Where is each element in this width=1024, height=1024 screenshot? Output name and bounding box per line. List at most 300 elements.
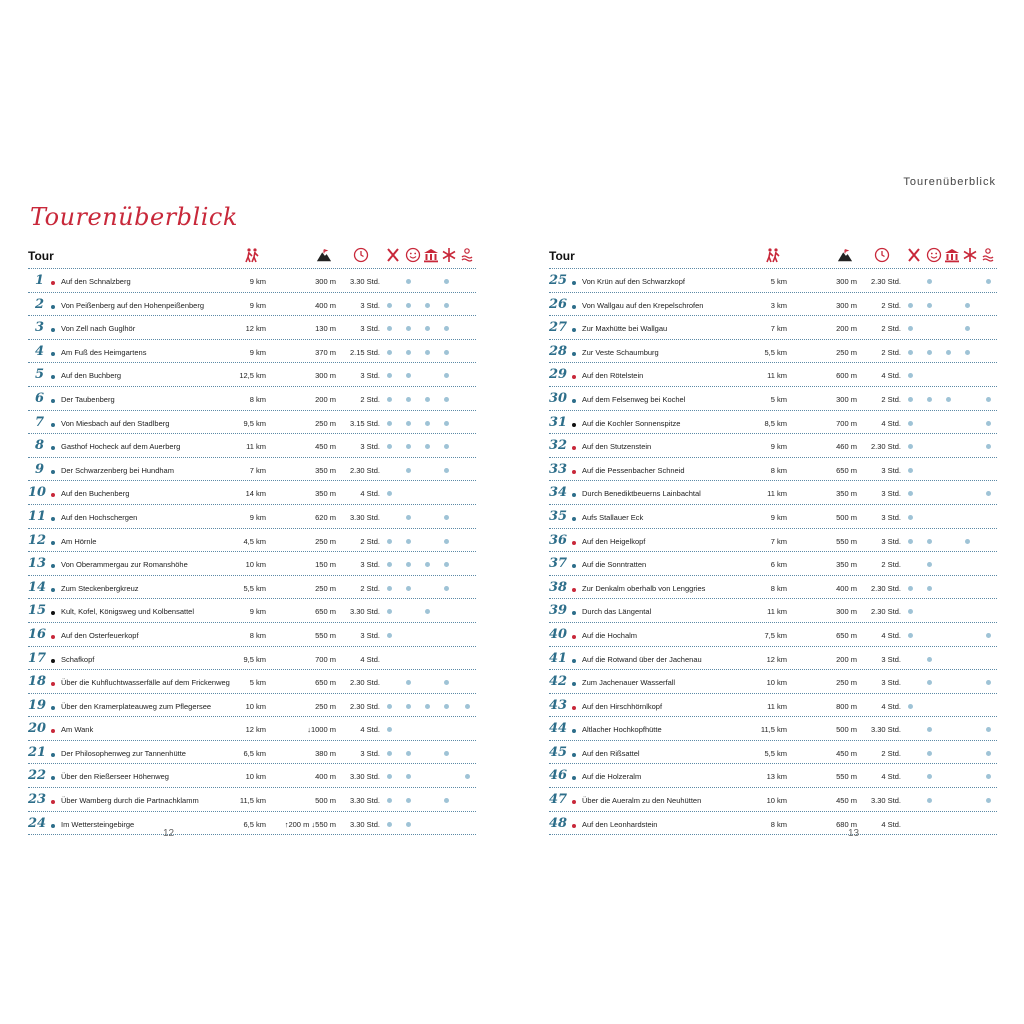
tour-name: Auf die Pessenbacher Schneid — [582, 465, 685, 475]
tour-distance: 9 km — [249, 277, 266, 286]
table-row — [549, 812, 997, 836]
feature-dot — [908, 373, 913, 378]
table-row — [28, 623, 476, 647]
table-row — [28, 411, 476, 435]
feature-dot — [406, 303, 411, 308]
table-row — [549, 505, 997, 529]
tour-name: Von Krün auf den Schwarzkopf — [582, 277, 685, 286]
tour-column-header: Tour — [28, 249, 54, 263]
feature-dot — [425, 421, 430, 426]
tour-elevation: 400 m — [836, 583, 857, 593]
table-row — [549, 576, 997, 600]
tour-distance: 6,5 km — [243, 819, 266, 829]
restaurant-icon — [906, 247, 922, 263]
tour-elevation: 130 m — [315, 324, 336, 334]
tour-duration: 2.30 Std. — [349, 701, 380, 711]
tour-distance: 9 km — [249, 300, 266, 310]
feature-dot — [908, 421, 913, 426]
mountain-icon — [316, 247, 332, 263]
feature-dot — [986, 421, 991, 426]
difficulty-marker — [51, 729, 55, 733]
table-row — [28, 717, 476, 741]
feature-dot — [965, 326, 970, 331]
tour-name: Auf die Holzeralm — [582, 772, 642, 782]
tour-number: 30 — [549, 390, 568, 406]
difficulty-marker — [572, 682, 576, 686]
table-row — [549, 694, 997, 718]
feature-dot — [444, 279, 449, 284]
feature-dot — [406, 279, 411, 284]
feature-dot — [387, 704, 392, 709]
tour-elevation: 300 m — [836, 394, 857, 404]
feature-dot — [406, 680, 411, 685]
tour-distance: 11,5 km — [760, 725, 787, 735]
tour-name: Von Wallgau auf den Krepelschrofen — [582, 300, 704, 310]
tour-number: 44 — [549, 721, 568, 737]
tour-name: Durch das Längental — [582, 607, 652, 617]
tour-number: 37 — [549, 556, 568, 572]
feature-dot — [444, 350, 449, 355]
tour-duration: 4 Std. — [881, 630, 901, 640]
tour-number: 22 — [28, 768, 47, 784]
swim-icon — [980, 247, 996, 263]
feature-dot — [387, 491, 392, 496]
tour-distance: 9 km — [249, 347, 266, 357]
feature-dot — [425, 350, 430, 355]
difficulty-marker — [51, 564, 55, 568]
table-row — [28, 670, 476, 694]
tour-name: Aufs Stallauer Eck — [582, 512, 644, 522]
feature-dot — [406, 515, 411, 520]
feature-dot — [406, 562, 411, 567]
tour-name: Am Wank — [61, 725, 94, 735]
feature-dot — [946, 350, 951, 355]
tour-duration: 4 Std. — [881, 701, 901, 711]
tour-distance: 12 km — [245, 725, 266, 735]
tour-duration: 2.15 Std. — [349, 347, 380, 357]
tour-name: Auf den Osterfeuerkopf — [61, 630, 139, 640]
tour-number: 11 — [28, 508, 47, 524]
tour-distance: 7 km — [770, 536, 787, 546]
feature-dot — [406, 586, 411, 591]
feature-dot — [908, 326, 913, 331]
tour-elevation: 200 m — [315, 394, 336, 404]
difficulty-marker — [51, 706, 55, 710]
feature-dot — [444, 303, 449, 308]
feature-dot — [908, 303, 913, 308]
feature-dot — [387, 751, 392, 756]
feature-dot — [387, 798, 392, 803]
table-row — [549, 293, 997, 317]
tour-elevation: 250 m — [836, 347, 857, 357]
feature-dot — [465, 704, 470, 709]
tour-number: 18 — [28, 674, 47, 690]
difficulty-marker — [572, 352, 576, 356]
feature-dot — [444, 680, 449, 685]
table-row — [28, 340, 476, 364]
tour-duration: 2 Std. — [881, 748, 901, 758]
feature-dot — [406, 822, 411, 827]
feature-dot — [444, 468, 449, 473]
tour-number: 3 — [34, 320, 44, 336]
difficulty-marker — [572, 753, 576, 757]
difficulty-marker — [51, 800, 55, 804]
tour-number: 40 — [549, 626, 568, 642]
feature-dot — [965, 303, 970, 308]
tour-duration: 3.30 Std. — [349, 819, 380, 829]
difficulty-marker — [51, 824, 55, 828]
feature-dot — [387, 373, 392, 378]
difficulty-marker — [572, 564, 576, 568]
tour-duration: 4 Std. — [881, 371, 901, 381]
tour-name: Über den Rießerseer Höhenweg — [61, 772, 169, 782]
feature-dot — [986, 680, 991, 685]
culture-icon — [423, 247, 439, 263]
difficulty-marker — [572, 517, 576, 521]
feature-dot — [444, 539, 449, 544]
table-row — [549, 316, 997, 340]
table-row — [549, 623, 997, 647]
tour-distance: 11,5 km — [239, 796, 266, 806]
feature-dot — [444, 373, 449, 378]
table-row — [28, 764, 476, 788]
tour-duration: 2.30 Std. — [349, 465, 380, 475]
tour-name: Zur Veste Schaumburg — [582, 347, 659, 357]
difficulty-marker — [572, 493, 576, 497]
swim-icon — [459, 247, 475, 263]
page-right — [549, 245, 997, 835]
tour-name: Von Zell nach Guglhör — [61, 324, 136, 334]
tour-number: 25 — [549, 273, 568, 288]
tour-duration: 3.30 Std. — [349, 772, 380, 782]
difficulty-marker — [51, 753, 55, 757]
table-row — [549, 387, 997, 411]
feature-dot — [927, 586, 932, 591]
tour-name: Von Oberammergau zur Romanshöhe — [61, 560, 188, 570]
feature-dot — [444, 798, 449, 803]
tour-duration: 4 Std. — [360, 725, 380, 735]
smiley-icon — [405, 247, 421, 263]
tour-column-header: Tour — [549, 249, 575, 263]
feature-dot — [908, 491, 913, 496]
tour-name: Kult, Kofel, Königsweg und Kolbensattel — [61, 607, 195, 617]
tour-number: 1 — [34, 273, 44, 288]
tour-duration: 3.30 Std. — [870, 796, 901, 806]
table-row — [549, 340, 997, 364]
feature-dot — [908, 633, 913, 638]
table-row — [28, 269, 476, 293]
feature-dot — [425, 303, 430, 308]
tour-duration: 3 Std. — [360, 630, 380, 640]
table-row — [28, 552, 476, 576]
tour-name: Durch Benediktbeuerns Lainbachtal — [582, 489, 701, 499]
tour-elevation: 350 m — [315, 465, 336, 475]
page-left — [28, 245, 476, 835]
tour-distance: 9,5 km — [243, 418, 266, 428]
tour-distance: 5,5 km — [243, 583, 266, 593]
feature-dot — [986, 798, 991, 803]
tour-duration: 2 Std. — [881, 324, 901, 334]
difficulty-marker — [51, 611, 55, 615]
difficulty-marker — [572, 470, 576, 474]
tour-number: 5 — [34, 367, 44, 383]
tour-distance: 10 km — [245, 701, 266, 711]
tour-elevation: 370 m — [315, 347, 336, 357]
tour-elevation: 250 m — [836, 678, 857, 688]
feature-dot — [986, 751, 991, 756]
difficulty-marker — [572, 446, 576, 450]
difficulty-marker — [572, 423, 576, 427]
tour-name: Auf die Sonntratten — [582, 560, 647, 570]
tour-number: 47 — [549, 792, 568, 808]
table-row — [28, 363, 476, 387]
difficulty-marker — [51, 305, 55, 309]
tour-name: Auf den Leonhardstein — [582, 819, 658, 829]
tour-duration: 2 Std. — [881, 347, 901, 357]
difficulty-marker — [51, 399, 55, 403]
tour-duration: 3 Std. — [360, 300, 380, 310]
table-row — [549, 458, 997, 482]
tour-name: Von Peißenberg auf den Hohenpeißenberg — [61, 300, 205, 310]
tour-number: 36 — [549, 532, 568, 548]
feature-dot — [927, 539, 932, 544]
difficulty-marker — [572, 776, 576, 780]
feature-dot — [908, 586, 913, 591]
feature-dot — [444, 562, 449, 567]
tour-elevation: 650 m — [315, 607, 336, 617]
difficulty-marker — [51, 352, 55, 356]
feature-dot — [406, 326, 411, 331]
tour-number: 45 — [549, 744, 568, 760]
tour-distance: 4,5 km — [243, 536, 266, 546]
tour-duration: 3 Std. — [881, 512, 901, 522]
difficulty-marker — [572, 588, 576, 592]
tour-number: 33 — [549, 461, 568, 477]
table-row — [28, 812, 476, 836]
mountain-icon — [837, 247, 853, 263]
tour-number: 23 — [28, 792, 47, 808]
feature-dot — [965, 539, 970, 544]
tour-elevation: 550 m — [836, 536, 857, 546]
feature-dot — [908, 515, 913, 520]
tour-name: Zum Jachenauer Wasserfall — [582, 678, 676, 688]
tour-number: 21 — [28, 744, 47, 760]
tour-distance: 8,5 km — [764, 418, 787, 428]
feature-dot — [387, 774, 392, 779]
smiley-icon — [926, 247, 942, 263]
tour-number: 7 — [34, 414, 44, 430]
tour-number: 38 — [549, 579, 568, 595]
difficulty-marker — [572, 659, 576, 663]
tour-duration: 2 Std. — [360, 583, 380, 593]
table-row — [549, 647, 997, 671]
feature-dot — [965, 350, 970, 355]
tour-elevation: 500 m — [836, 725, 857, 735]
tour-name: Altlacher Hochkopfhütte — [582, 725, 662, 735]
difficulty-marker — [572, 824, 576, 828]
difficulty-marker — [51, 470, 55, 474]
difficulty-marker — [51, 446, 55, 450]
tour-number: 19 — [28, 697, 47, 713]
tour-duration: 3.30 Std. — [349, 607, 380, 617]
hiking-icon — [244, 247, 260, 263]
tour-distance: 11 km — [246, 442, 266, 452]
tour-distance: 8 km — [770, 819, 787, 829]
tour-duration: 3.30 Std. — [349, 277, 380, 286]
page-number-right: 13 — [848, 828, 860, 839]
tour-name: Auf den Heigelkopf — [582, 536, 646, 546]
tour-duration: 3 Std. — [360, 324, 380, 334]
tour-elevation: 650 m — [315, 678, 336, 688]
tour-name: Auf den Buchberg — [61, 371, 122, 381]
feature-dot — [927, 279, 932, 284]
difficulty-marker — [51, 588, 55, 592]
tour-elevation: 620 m — [315, 512, 336, 522]
tour-elevation: 700 m — [315, 654, 336, 664]
tour-distance: 7,5 km — [764, 630, 787, 640]
feature-dot — [927, 727, 932, 732]
tour-name: Am Fuß des Heimgartens — [61, 347, 147, 357]
feature-dot — [406, 539, 411, 544]
tour-number: 29 — [549, 367, 568, 383]
tour-duration: 2 Std. — [360, 536, 380, 546]
tour-duration: 4 Std. — [360, 654, 380, 664]
difficulty-marker — [51, 517, 55, 521]
table-header — [28, 245, 476, 269]
difficulty-marker — [51, 635, 55, 639]
tour-duration: 3 Std. — [881, 678, 901, 688]
tour-duration: 3.30 Std. — [870, 725, 901, 735]
tour-name: Zum Steckenbergkreuz — [61, 583, 139, 593]
tour-distance: 10 km — [245, 772, 266, 782]
tour-duration: 2.30 Std. — [870, 277, 901, 286]
tour-number: 20 — [28, 721, 47, 737]
tour-number: 43 — [549, 697, 568, 713]
difficulty-marker — [572, 305, 576, 309]
feature-dot — [387, 609, 392, 614]
tour-elevation: 600 m — [836, 371, 857, 381]
table-row — [28, 599, 476, 623]
tour-distance: 14 km — [245, 489, 266, 499]
tour-name: Über den Kramerplateauweg zum Pflegersee — [61, 701, 212, 711]
tour-elevation: 650 m — [836, 630, 857, 640]
tour-name: Über Wamberg durch die Partnachklamm — [61, 796, 199, 806]
feature-dot — [387, 562, 392, 567]
tour-name: Zur Denkalm oberhalb von Lenggries — [582, 583, 706, 593]
tour-name: Auf die Kochler Sonnenspitze — [582, 418, 681, 428]
tour-distance: 5,5 km — [764, 347, 787, 357]
tour-number: 41 — [549, 650, 568, 666]
tour-elevation: 150 m — [315, 560, 336, 570]
tour-duration: 2 Std. — [360, 394, 380, 404]
winter-icon — [962, 247, 978, 263]
feature-dot — [425, 704, 430, 709]
difficulty-marker — [51, 375, 55, 379]
feature-dot — [387, 326, 392, 331]
feature-dot — [387, 303, 392, 308]
table-row — [549, 764, 997, 788]
feature-dot — [406, 468, 411, 473]
tour-distance: 8 km — [770, 465, 787, 475]
tour-elevation: 350 m — [836, 489, 857, 499]
tour-elevation: 300 m — [315, 371, 336, 381]
feature-dot — [927, 350, 932, 355]
feature-dot — [908, 539, 913, 544]
tour-elevation: 400 m — [315, 772, 336, 782]
tour-elevation: 500 m — [315, 796, 336, 806]
tour-elevation: ↑200 m ↓550 m — [284, 819, 336, 829]
tour-elevation: 550 m — [836, 772, 857, 782]
tour-duration: 2.30 Std. — [870, 607, 901, 617]
tour-duration: 3 Std. — [881, 536, 901, 546]
difficulty-marker — [572, 635, 576, 639]
tour-duration: 4 Std. — [881, 772, 901, 782]
table-row — [549, 363, 997, 387]
table-row — [549, 434, 997, 458]
tour-number: 8 — [34, 438, 44, 454]
feature-dot — [927, 562, 932, 567]
tour-number: 27 — [549, 320, 568, 336]
tour-distance: 10 km — [766, 796, 787, 806]
tour-elevation: 680 m — [836, 819, 857, 829]
table-row — [28, 505, 476, 529]
tour-distance: 9 km — [249, 607, 266, 617]
table-row — [549, 599, 997, 623]
restaurant-icon — [385, 247, 401, 263]
feature-dot — [908, 704, 913, 709]
tour-duration: 3.15 Std. — [349, 418, 380, 428]
tour-number: 24 — [28, 815, 47, 831]
running-head: Tourenüberblick — [903, 176, 996, 188]
tour-duration: 3 Std. — [881, 489, 901, 499]
tour-duration: 2 Std. — [881, 300, 901, 310]
feature-dot — [986, 491, 991, 496]
tour-duration: 3.30 Std. — [349, 796, 380, 806]
tour-number: 42 — [549, 674, 568, 690]
tour-name: Auf den Rißsattel — [582, 748, 640, 758]
tour-number: 10 — [28, 485, 47, 501]
difficulty-marker — [51, 776, 55, 780]
tour-duration: 2 Std. — [881, 560, 901, 570]
difficulty-marker — [51, 659, 55, 663]
tour-name: Über die Kuhfluchtwasserfälle auf dem Frickenweg — [61, 678, 230, 688]
tour-distance: 11 km — [767, 701, 787, 711]
tour-distance: 8 km — [249, 630, 266, 640]
feature-dot — [425, 444, 430, 449]
culture-icon — [944, 247, 960, 263]
feature-dot — [986, 444, 991, 449]
tour-number: 13 — [28, 556, 47, 572]
difficulty-marker — [572, 800, 576, 804]
tour-distance: 13 km — [766, 772, 787, 782]
tour-name: Auf die Rotwand über der Jachenau — [582, 654, 702, 664]
tour-number: 39 — [549, 603, 568, 619]
tour-elevation: 460 m — [836, 442, 857, 452]
table-row — [28, 694, 476, 718]
tour-name: Auf den Schnalzberg — [61, 277, 131, 286]
tour-name: Auf den Buchenberg — [61, 489, 130, 499]
tour-distance: 11 km — [767, 371, 787, 381]
feature-dot — [444, 586, 449, 591]
tour-number: 17 — [28, 650, 47, 666]
feature-dot — [908, 350, 913, 355]
difficulty-marker — [572, 399, 576, 403]
difficulty-marker — [572, 328, 576, 332]
tour-name: Gasthof Hocheck auf dem Auerberg — [61, 442, 181, 452]
page-number-left: 12 — [163, 828, 175, 839]
tour-elevation: 300 m — [315, 277, 336, 286]
tour-number: 14 — [28, 579, 47, 595]
